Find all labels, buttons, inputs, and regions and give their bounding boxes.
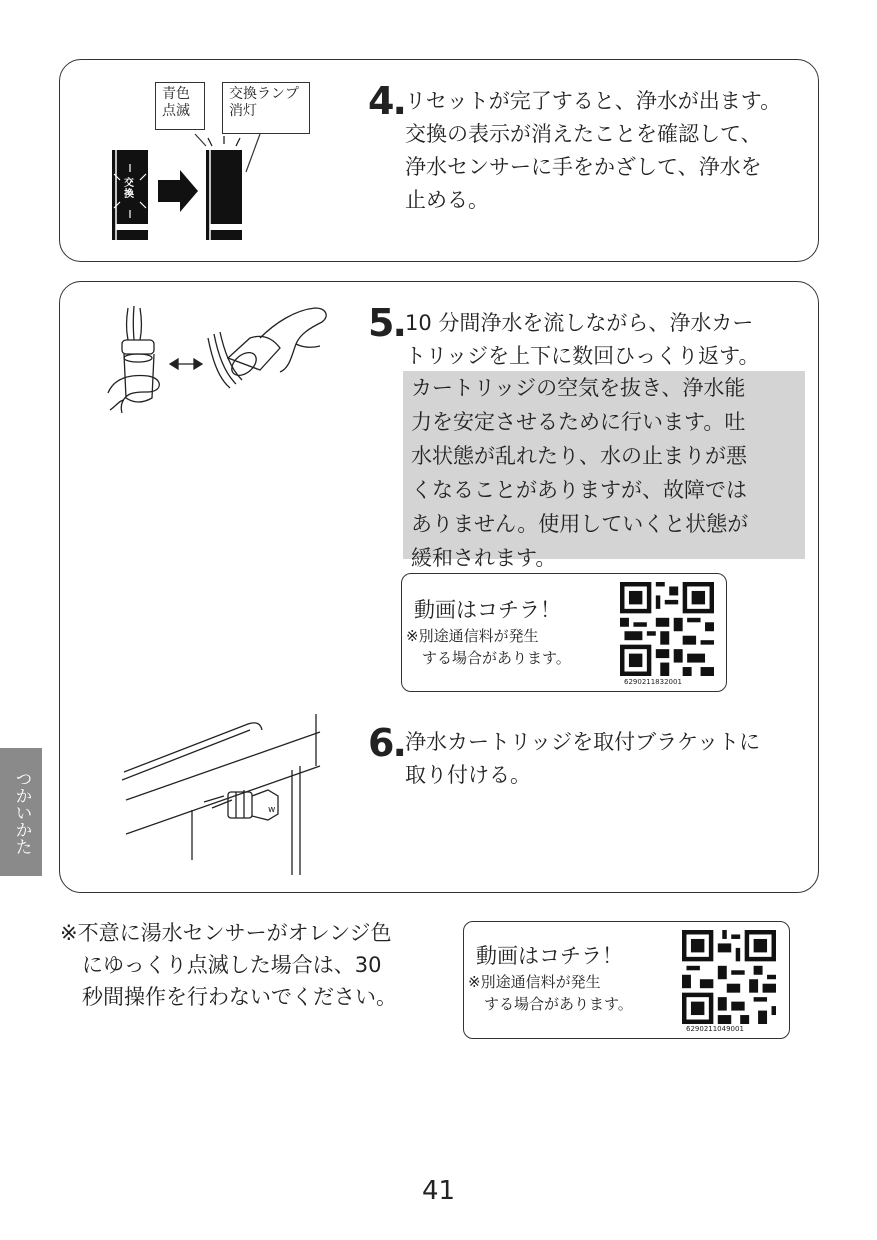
text-line: 浄水センサーに手をかざして、浄水を [405,155,762,179]
qr-code-number: 6290211049001 [686,1025,744,1033]
bracket-install-illustration [120,710,330,880]
note-line: くなることがありますが、故障では [411,478,747,502]
note-line: する場合があります。 [422,649,571,667]
exchange-label: 交換 [124,178,134,200]
footnote-line: ※不意に湯水センサーがオレンジ色 [60,921,392,945]
text-line: 取り付ける。 [405,763,531,787]
note-line: ありません。使用していくと状態が [411,512,749,536]
qr-code-icon[interactable] [682,930,776,1024]
step-6-text [405,726,760,792]
step-4-number: 4. [368,79,405,123]
note-line: ※別途通信料が発生 [468,973,601,991]
note-line: 水状態が乱れたり、水の止まりが悪 [411,444,747,468]
text-line: 止める。 [405,188,489,212]
text-line: 交換の表示が消えたことを確認して、 [405,122,762,146]
note-line: 力を安定させるために行います。吐 [411,410,746,434]
callout-line: 青色 [162,86,190,102]
video-card-2[interactable] [463,921,790,1039]
orange-blink-footnote [60,917,397,1013]
step-5-note [403,371,805,570]
callout-line: 消灯 [229,103,257,119]
svg-text:w: w [268,805,276,815]
video-title: 動画はコチラ！ [476,944,623,968]
step-5-text [405,307,759,373]
footnote-line: 秒間操作を行わないでください。 [82,985,397,1009]
page-number: 41 [421,1176,456,1206]
qr-code-number: 6290211832001 [624,678,682,686]
qr-code-icon[interactable] [620,582,714,676]
text-line: 10 分間浄水を流しながら、浄水カー [405,311,754,335]
note-line: ※別途通信料が発生 [406,627,539,645]
flip-cartridge-illustration [100,298,340,423]
usage-side-tab[interactable]: つかいかた [0,748,42,876]
callout-line: 交換ランプ [229,86,299,102]
video-note [468,971,633,1015]
video-card-1[interactable] [401,573,727,692]
text-line: 浄水カートリッジを取付ブラケットに [405,730,761,754]
lamp-off-callout [222,82,310,134]
note-line: 緩和されます。 [411,546,557,570]
text-line: リセットが完了すると、浄水が出ます。 [405,89,782,113]
note-line: する場合があります。 [484,995,633,1013]
note-line: カートリッジの空気を抜き、浄水能 [411,376,746,400]
video-title: 動画はコチラ！ [414,598,561,622]
text-line: トリッジを上下に数回ひっくり返す。 [405,344,760,368]
video-note [406,625,571,669]
step-4-text [405,85,781,217]
step-6-number: 6. [368,721,405,765]
step-5-number: 5. [368,301,405,345]
callout-line: 点滅 [162,103,190,119]
blue-blink-callout [155,82,205,130]
footnote-line: にゆっくり点滅した場合は、30 [82,953,382,977]
